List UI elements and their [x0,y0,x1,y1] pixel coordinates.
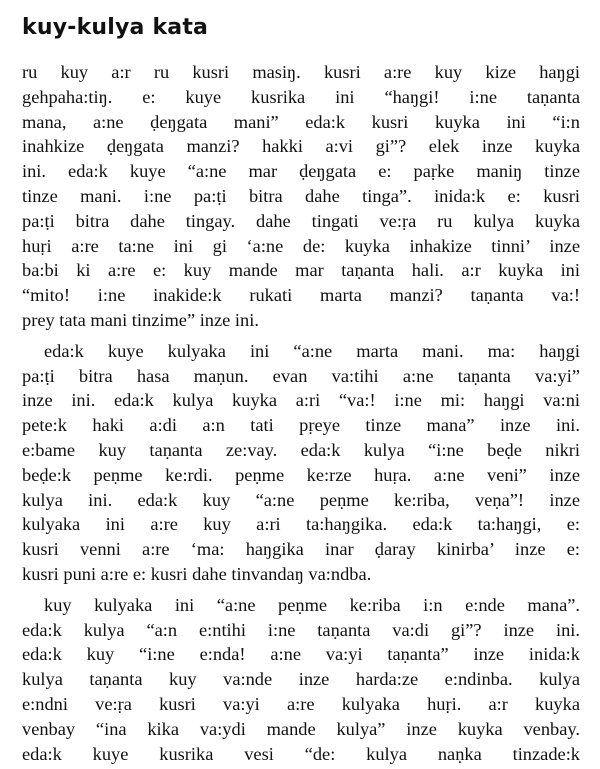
text-line: kulyaka ini a:re kuy a:ri ta:haŋgika. eda:k ta:haŋgi, e: [22,514,580,535]
text-line: kulya taṇanta kuy va:nde inze harda:ze e:ndinba. kulya [22,669,580,690]
document-page [22,14,580,766]
text-line: “mito! i:ne inakide:k rukati marta manzi? taṇanta va:! [22,285,580,306]
text-line: pa:ṭi bitra hasa maṇun. evan va:tihi a:ne taṇanta va:yi” [22,365,580,386]
text-line: ini. eda:k kuye “a:ne mar ḍeŋgata e: paṛke maniŋ tinze [22,161,580,182]
text-line: prey tata mani tinzime” inze ini. [22,309,259,330]
text-line: eda:k kuye kusrika vesi “de: kulya naṇka tinzade:k [22,743,580,764]
text-line: ba:bi ki a:re e: kuy mande mar taṇanta hali. a:r kuyka ini [22,260,580,281]
text-line: eda:k kuy “i:ne e:nda! a:ne va:yi taṇanta” inze inida:k [22,644,580,665]
text-line: kusri puni a:re e: kusri dahe tinvandaŋ va:ndba. [22,563,372,584]
text-line: gehpaha:tiŋ. e: kuye kusrika ini “haŋgi! i:ne taṇanta [22,86,580,107]
story-title: kuy-kulya kata [22,15,209,40]
text-line: pa:ṭi bitra dahe tingay. dahe tingati ve:ṛa ru kulya kuyka [22,210,580,231]
text-line: e:bame kuy taṇanta ze:vay. eda:k kulya “i:ne beḍe nikri [22,439,580,460]
text-line: e:ndni ve:ṛa kusri va:yi a:re kulyaka huṛi. a:r kuyka [22,693,580,714]
text-line: eda:k kuye kulyaka ini “a:ne marta mani. ma: haŋgi [44,340,580,361]
text-line: pete:k haki a:di a:n tati pṛeye tinze mana” inze ini. [22,415,580,436]
text-line: eda:k kulya “a:n e:ntihi i:ne taṇanta va:di gi”? inze ini. [22,619,580,640]
text-line: beḍe:k peṇme ke:rdi. peṇme ke:rze huṛa. a:ne veni” inze [22,464,580,485]
text-line: inze ini. eda:k kulya kuyka a:ri “va:! i:ne mi: haŋgi va:ni [22,390,580,411]
text-line: inahkize ḍeŋgata manzi? hakki a:vi gi”? elek inze kuyka [22,136,580,157]
text-line: mana, a:ne ḍeŋgata mani” eda:k kusri kuyka ini “i:n [22,111,580,132]
paragraph-3 [22,593,580,767]
text-line: huṛi a:re ta:ne ini gi ‘a:ne de: kuyka inhakize tinni’ inze [22,235,580,256]
text-line: venbay “ina kika va:ydi mande kulya” inze kuyka venbay. [22,718,580,739]
text-line: tinze mani. i:ne pa:ṭi bitra dahe tinga”. inida:k e: kusri [22,185,580,206]
text-line: ru kuy a:r ru kusri masiŋ. kusri a:re kuy kize haŋgi [22,62,580,82]
paragraph-1 [22,60,580,333]
paragraph-2 [22,339,580,587]
text-line: kulya ini. eda:k kuy “a:ne peṇme ke:riba, veṇa”! inze [22,489,580,510]
text-line: kuy kulyaka ini “a:ne peṇme ke:riba i:n e:nde mana”. [44,594,580,615]
text-line: kusri venni a:re ‘ma: haŋgika inar ḍaray kinirba’ inze e: [22,539,580,560]
